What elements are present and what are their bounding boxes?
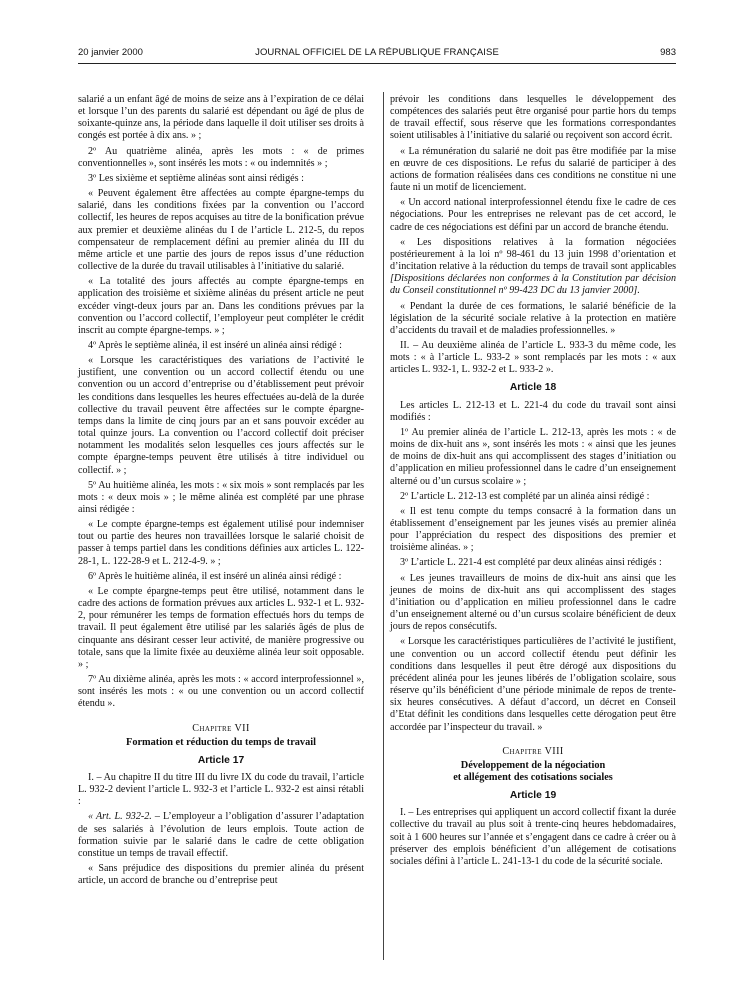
right-column <box>390 94 676 871</box>
paragraph: « Lorsque les caractéristiques des variations de l’activité le justifient, une convention ou un accord collectif étendu ou une convention ou un accord d’entreprise ou d’établissement peut prévoir les conditions dans lesquelles les heures effectuées au-delà de la durée collective du travail peuvent être affectées sur le compte épargne-temps dans la limite de cinq jours par an et sans pouvoir excéder au total quinze jours. La convention ou l’accord collectif doit préciser notamment les modalités selon lesquelles ces jours affectés sur le compte épargne-temps peuvent être utilisés à titre individuel ou collectif. » ; <box>78 355 364 476</box>
paragraph: « Le compte épargne-temps peut être utilisé, notamment dans le cadre des actions de formation prévues aux articles L. 932-1 et L. 932-2, pour rémunérer les temps de formation effectués hors du temps de travail. Il peut également être utilisé par les salariés âgés de plus de cinquante ans désirant cesser leur activité, de manière progressive ou totale, sans que la limite fixée au deuxième alinéa leur soit opposable. » ; <box>78 585 364 670</box>
article-heading: Article 17 <box>197 754 245 766</box>
paragraph: Les articles L. 212-13 et L. 221-4 du code du travail sont ainsi modifiés : <box>390 399 676 423</box>
paragraph: 3º Les sixième et septième alinéas sont ainsi rédigés : <box>88 172 304 184</box>
paragraph: « La totalité des jours affectés au compte épargne-temps en application des troisième et sixième alinéas du présent article ne peut excéder vingt-deux jours par an. Dans les conditions prévues par la convention ou l’accord collectif, l’employeur peut compléter le crédit inscrit au compte épargne-temps. » ; <box>78 276 364 336</box>
paragraph: 2º Au quatrième alinéa, après les mots : « de primes conventionnelles », sont insérés les mots : « ou indemnités » ; <box>78 145 364 169</box>
column-divider <box>383 92 384 960</box>
article-reference: « Art. L. 932-2. <box>88 811 152 823</box>
paragraph: 4º Après le septième alinéa, il est inséré un alinéa ainsi rédigé : <box>88 339 342 351</box>
paragraph: prévoir les conditions dans lesquelles le développement des compétences des salariés peut être organisé pour partie hors du temps de travail effectif, sous réserve que les formations correspondantes soient utilisables à l’initiative du salarié ou reçoivent son accord écrit. <box>390 94 676 142</box>
paragraph: « Lorsque les caractéristiques particulières de l’activité le justifient, une convention ou un accord collectif étendu peut définir les conditions dans lesquelles il peut être dérogé aux dispositions du précédent alinéa pour les jeunes libérés de l’obligation scolaire, sous réserve qu’ils bénéficient d’une période minimale de repos de trente-six heures consécutives. A défaut d’accord, un décret en Conseil d’Etat définit les conditions dans lesquelles cette dérogation peut être accordée par l’inspecteur du travail. » <box>390 636 676 733</box>
paragraph: I. – Au chapitre II du titre III du livre IX du code du travail, l’article L. 932-2 devient l’article L. 932-3 et l’article L. 932-2 est ainsi rétabli : <box>78 771 364 808</box>
paragraph: « Pendant la durée de ces formations, le salarié bénéficie de la législation de la sécurité sociale relative à la protection en matière d’accidents du travail et de maladies professionnelles. » <box>390 300 676 336</box>
chapter-heading <box>390 746 676 758</box>
chapter-title-line-1: Développement de la négociation <box>460 759 606 771</box>
paragraph: 3º L’article L. 221-4 est complété par deux alinéas ainsi rédigés : <box>400 557 662 569</box>
paragraph: I. – Les entreprises qui appliquent un accord collectif fixant la durée collective du travail au plus soit à trente-cinq heures hebdomadaires, soit à 1 600 heures sur l’année et s’engagent dans ce cadre à créer ou à préserver des emplois bénéficient d’un allégement de cotisations sociales défini à l’article L. 241-13-1 du code de la sécurité sociale. <box>390 807 676 867</box>
paragraph: « Les jeunes travailleurs de moins de dix-huit ans ainsi que les jeunes de moins de dix-huit ans qui accomplissent des stages d’initiation ou d’application en milieu professionnel dans le cadre d’un enseignement alterné ou d’un cursus scolaire bénéficient de deux jours de repos consécutifs. <box>390 572 676 633</box>
paragraph: salarié a un enfant âgé de moins de seize ans à l’expiration de ce délai et lorsque l’un des parents du salarié est dépendant ou âgé de plus de soixante-quinze ans, la période dans laquelle il doit utiliser ses droits à congés est portée à dix ans. » ; <box>78 94 364 142</box>
paragraph: « Le compte épargne-temps est également utilisé pour indemniser tout ou partie des heures non travaillées lorsque le salarié choisit de passer à temps partiel dans les conditions définies aux articles L. 122-28-1, L. 122-28-9 et L. 212-4-9. » ; <box>78 519 364 567</box>
paragraph: 6º Après le huitième alinéa, il est inséré un alinéa ainsi rédigé : <box>88 570 342 582</box>
article-heading: Article 18 <box>509 382 557 394</box>
left-column <box>78 94 364 890</box>
paragraph: « Sans préjudice des dispositions du premier alinéa du présent article, un accord de branche ou d’entreprise peut <box>78 863 364 887</box>
paragraph: « La rémunération du salarié ne doit pas être modifiée par la mise en œuvre de ces dispositions. Le refus du salarié de participer à des actions de formation réalisées dans ces conditions ne constitue ni une faute ni un motif de licenciement. <box>390 145 676 194</box>
paragraph-text: – L’employeur a l’obligation d’assurer l’adaptation de ses salariés à l’évolution de leurs emplois. Toute action de formation suivie par le salarié dans le cadre de cette obligation constitue un temps de travail effectif. <box>78 811 364 859</box>
paragraph: 5º Au huitième alinéa, les mots : « six mois » sont remplacés par les mots : « deux mois » ; le même alinéa est complété par une phrase ainsi rédigée : <box>78 479 364 515</box>
paragraph <box>390 237 676 298</box>
paragraph: 2º L’article L. 212-13 est complété par un alinéa ainsi rédigé : <box>400 490 650 502</box>
chapter-label: Chapitre VII <box>192 722 250 734</box>
paragraph: « Peuvent également être affectées au compte épargne-temps du salarié, dans les conditions fixées par la convention ou l’accord collectif, les heures de repos acquises au titre de la bonification prévue aux premier et deuxième alinéas du I de l’article L. 212-5, du repos compensateur de remplacement défini au premier alinéa du III du même article et une partie des jours de repos issus d’une réduction collective de la durée du travail utilisables à l’initiative du salarié. <box>78 188 364 273</box>
header-rule <box>78 63 676 64</box>
paragraph-text: « Les dispositions relatives à la formation négociées postérieurement à la loi nº 98-461 du 13 juin 1998 d’orientation et d’incitation relative à la réduction du temps de travail sont applicables <box>390 236 676 273</box>
issue-date: 20 janvier 2000 <box>78 47 143 58</box>
paragraph: 7º Au dixième alinéa, après les mots : « accord interprofessionnel », sont insérés les mots : « ou une convention ou un accord collectif étendu ». <box>78 674 364 710</box>
page-number: 983 <box>660 47 676 58</box>
chapter-heading <box>78 723 364 735</box>
paragraph: « Il est tenu compte du temps consacré à la formation dans un établissement d’enseignement par les jeunes visés au premier alinéa pour l’appréciation du respect des dispositions des premier et troisième alinéas. » ; <box>390 505 676 554</box>
page-header <box>78 47 676 61</box>
chapter-label: Chapitre VIII <box>502 745 564 757</box>
paragraph: II. – Au deuxième alinéa de l’article L. 933-3 du même code, les mots : « à l’article L. 933-2 » sont remplacés par les mots : « aux articles L. 932-1, L. 932-2 et L. 933-2 ». <box>390 339 676 376</box>
journal-title: JOURNAL OFFICIEL DE LA RÉPUBLIQUE FRANÇAISE <box>255 47 499 58</box>
paragraph <box>78 811 364 860</box>
paragraph: « Un accord national interprofessionnel étendu fixe le cadre de ces négociations. Pour les entreprises ne relevant pas de cet accord, le cadre de ces négociations est défini par un accord de branche étendu. <box>390 197 676 233</box>
chapter-title: Formation et réduction du temps de travail <box>126 736 316 748</box>
paragraph: 1º Au premier alinéa de l’article L. 212-13, après les mots : « de moins de dix-huit ans », sont insérés les mots : « ainsi que les jeunes de moins de dix-huit ans qui accomplissent des stages d’initiation ou d’application en milieu professionnel dans le cadre d’un enseignement alterné ou d’un cursus scolaire » ; <box>390 426 676 487</box>
constitutional-note: [Dispositions déclarées non conformes à la Constitution par décision du Conseil constitutionnel nº 99-423 DC du 13 janvier 2000]. <box>390 273 676 297</box>
article-heading: Article 19 <box>509 790 557 802</box>
chapter-title-line-2: et allégement des cotisations sociales <box>453 771 613 783</box>
